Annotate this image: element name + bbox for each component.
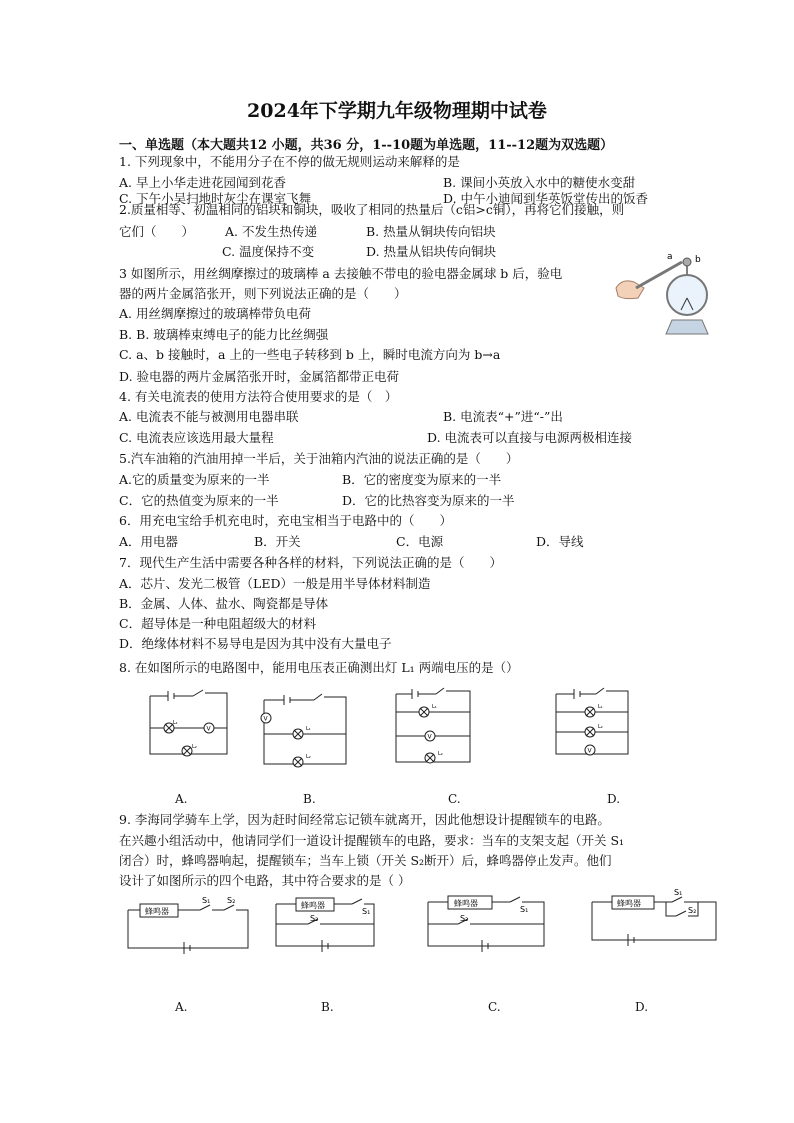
electroscope-figure bbox=[612, 248, 727, 340]
q8-label-c[interactable]: C. bbox=[448, 792, 461, 806]
lamp-l1-label: L₁ bbox=[306, 726, 311, 732]
q8-circuit-b bbox=[258, 692, 350, 768]
question-2-stem-cont: 它们（ ） bbox=[119, 224, 195, 239]
q8-label-a[interactable]: A. bbox=[175, 792, 188, 806]
voltmeter-label: V bbox=[587, 747, 592, 755]
question-5-stem: 5.汽车油箱的汽油用掉一半后，关于油箱内汽油的说法正确的是（ ） bbox=[119, 451, 519, 466]
q9-label-a[interactable]: A. bbox=[175, 1000, 188, 1014]
q2-option-a[interactable]: A. 不发生热传递 bbox=[225, 224, 317, 239]
q8-label-d[interactable]: D. bbox=[607, 792, 621, 806]
lamp-l1-label: L₁ bbox=[598, 704, 603, 710]
switch-s1-label: S₁ bbox=[362, 907, 371, 916]
q6-option-b[interactable]: B．开关 bbox=[254, 534, 301, 549]
switch-s2-label: S₂ bbox=[227, 896, 236, 905]
question-9-line-2: 在兴趣小组活动中，他请同学们一道设计提醒锁车的电路，要求：当车的支架支起（开关 S₁ bbox=[119, 833, 625, 848]
question-2-stem: 2.质量相等、初温相同的铝块和铜块，吸收了相同的热量后（c铝>c铜），再将它们接触，则 bbox=[119, 202, 625, 217]
label-a: a bbox=[667, 252, 673, 262]
section-heading: 一、单选题（本大题共12 小题，共36 分，1--10题为单选题，11--12题为双选题） bbox=[119, 138, 614, 153]
switch-s2-label: S₂ bbox=[460, 914, 469, 923]
q9-circuit-a bbox=[126, 896, 252, 954]
q5-option-b[interactable]: B．它的密度变为原来的一半 bbox=[342, 472, 502, 487]
voltmeter-label: V bbox=[263, 715, 268, 723]
question-3-stem-cont: 器的两片金属箔张开，则下列说法正确的是（ ） bbox=[119, 286, 407, 301]
switch-s2-label: S₂ bbox=[688, 906, 697, 915]
question-8-stem: 8. 在如图所示的电路图中，能用电压表正确测出灯 L₁ 两端电压的是（） bbox=[119, 660, 519, 675]
question-9-line-4: 设计了如图所示的四个电路，其中符合要求的是（ ） bbox=[119, 873, 411, 888]
lamp-l2-label: L₂ bbox=[598, 724, 603, 730]
q3-option-a[interactable]: A. 用丝绸摩擦过的玻璃棒带负电荷 bbox=[119, 306, 311, 321]
voltmeter-label: V bbox=[206, 725, 211, 733]
q4-option-b[interactable]: B. 电流表“+”进“-”出 bbox=[443, 409, 563, 424]
buzzer-label: 蜂鸣器 bbox=[301, 901, 325, 910]
label-b: b bbox=[695, 255, 701, 265]
voltmeter-label: V bbox=[427, 733, 432, 741]
question-9-line-1: 9. 李海同学骑车上学，因为赶时间经常忘记锁车就离开，因此他想设计提醒锁车的电路。 bbox=[119, 812, 610, 827]
q8-label-b[interactable]: B. bbox=[303, 792, 316, 806]
lamp-l1-label: L₁ bbox=[432, 704, 437, 710]
lamp-l1-label: L₁ bbox=[173, 720, 178, 726]
q9-circuit-d bbox=[590, 886, 720, 946]
q9-label-b[interactable]: B. bbox=[321, 1000, 334, 1014]
q8-circuit-a bbox=[143, 688, 233, 760]
q9-circuit-b bbox=[272, 894, 378, 954]
q1-option-c[interactable]: C. 下午小吴扫地时灰尘在课室飞舞 bbox=[119, 191, 312, 206]
q5-option-d[interactable]: D．它的比热容变为原来的一半 bbox=[342, 493, 515, 508]
q3-option-c[interactable]: C. a、b 接触时，a 上的一些电子转移到 b 上，瞬时电流方向为 b→a bbox=[119, 347, 501, 362]
q9-label-c[interactable]: C. bbox=[488, 1000, 501, 1014]
lamp-l2-label: L₂ bbox=[306, 754, 311, 760]
question-4-stem: 4. 有关电流表的使用方法符合使用要求的是（ ） bbox=[119, 389, 398, 404]
question-3-stem: 3 如图所示，用丝绸摩擦过的玻璃棒 a 去接触不带电的验电器金属球 b 后，验电 bbox=[119, 266, 563, 281]
lamp-l2-label: L₂ bbox=[192, 744, 197, 750]
q7-option-d[interactable]: D．绝缘体材料不易导电是因为其中没有大量电子 bbox=[119, 636, 392, 651]
q4-option-d[interactable]: D. 电流表可以直接与电源两极相连接 bbox=[427, 430, 633, 445]
buzzer-label: 蜂鸣器 bbox=[145, 907, 169, 916]
switch-s1-label: S₁ bbox=[520, 905, 529, 914]
q5-option-a[interactable]: A.它的质量变为原来的一半 bbox=[119, 472, 270, 487]
q1-option-a[interactable]: A. 早上小华走进花园闻到花香 bbox=[119, 175, 286, 190]
q7-option-c[interactable]: C．超导体是一种电阻超级大的材料 bbox=[119, 616, 317, 631]
q7-option-b[interactable]: B．金属、人体、盐水、陶瓷都是导体 bbox=[119, 596, 329, 611]
q8-circuit-d bbox=[552, 688, 632, 760]
q9-label-d[interactable]: D. bbox=[635, 1000, 649, 1014]
question-9-line-3: 闭合）时，蜂鸣器响起，提醒锁车；当车上锁（开关 S₂断开）后，蜂鸣器停止发声。他们 bbox=[119, 853, 612, 868]
question-6-stem: 6．用充电宝给手机充电时，充电宝相当于电路中的（ ） bbox=[119, 513, 452, 528]
q1-option-b[interactable]: B. 课间小英放入水中的糖使水变甜 bbox=[443, 175, 636, 190]
q2-option-c[interactable]: C. 温度保持不变 bbox=[222, 244, 315, 259]
q4-option-c[interactable]: C. 电流表应该选用最大量程 bbox=[119, 430, 274, 445]
q6-option-c[interactable]: C．电源 bbox=[396, 534, 444, 549]
switch-s1-label: S₁ bbox=[674, 888, 683, 897]
page-title: 2024年下学期九年级物理期中试卷 bbox=[247, 100, 547, 122]
q6-option-a[interactable]: A．用电器 bbox=[119, 534, 179, 549]
q4-option-a[interactable]: A. 电流表不能与被测用电器串联 bbox=[119, 409, 299, 424]
q3-option-d[interactable]: D. 验电器的两片金属箔张开时，金属箔都带正电荷 bbox=[119, 369, 400, 384]
q6-option-d[interactable]: D．导线 bbox=[536, 534, 584, 549]
buzzer-label: 蜂鸣器 bbox=[454, 899, 478, 908]
lamp-l2-label: L₂ bbox=[438, 751, 443, 757]
q1-option-d[interactable]: D. 中午小迪闻到华英饭堂传出的饭香 bbox=[443, 191, 649, 206]
q2-option-d[interactable]: D. 热量从铝块传向铜块 bbox=[366, 244, 497, 259]
question-7-stem: 7．现代生产生活中需要各种各样的材料，下列说法正确的是（ ） bbox=[119, 555, 502, 570]
q3-option-b[interactable]: B. B. 玻璃棒束缚电子的能力比丝绸强 bbox=[119, 327, 329, 342]
q2-option-b[interactable]: B. 热量从铜块传向铝块 bbox=[366, 224, 496, 239]
q9-circuit-c bbox=[424, 892, 548, 954]
q8-circuit-c bbox=[392, 688, 474, 766]
question-1-stem: 1. 下列现象中，不能用分子在不停的做无规则运动来解释的是 bbox=[119, 154, 460, 169]
switch-s2-label: S₂ bbox=[310, 914, 319, 923]
switch-s1-label: S₁ bbox=[202, 896, 211, 905]
buzzer-label: 蜂鸣器 bbox=[617, 899, 641, 908]
q7-option-a[interactable]: A．芯片、发光二极管（LED）一般是用半导体材料制造 bbox=[119, 576, 431, 591]
q5-option-c[interactable]: C．它的热值变为原来的一半 bbox=[119, 493, 279, 508]
